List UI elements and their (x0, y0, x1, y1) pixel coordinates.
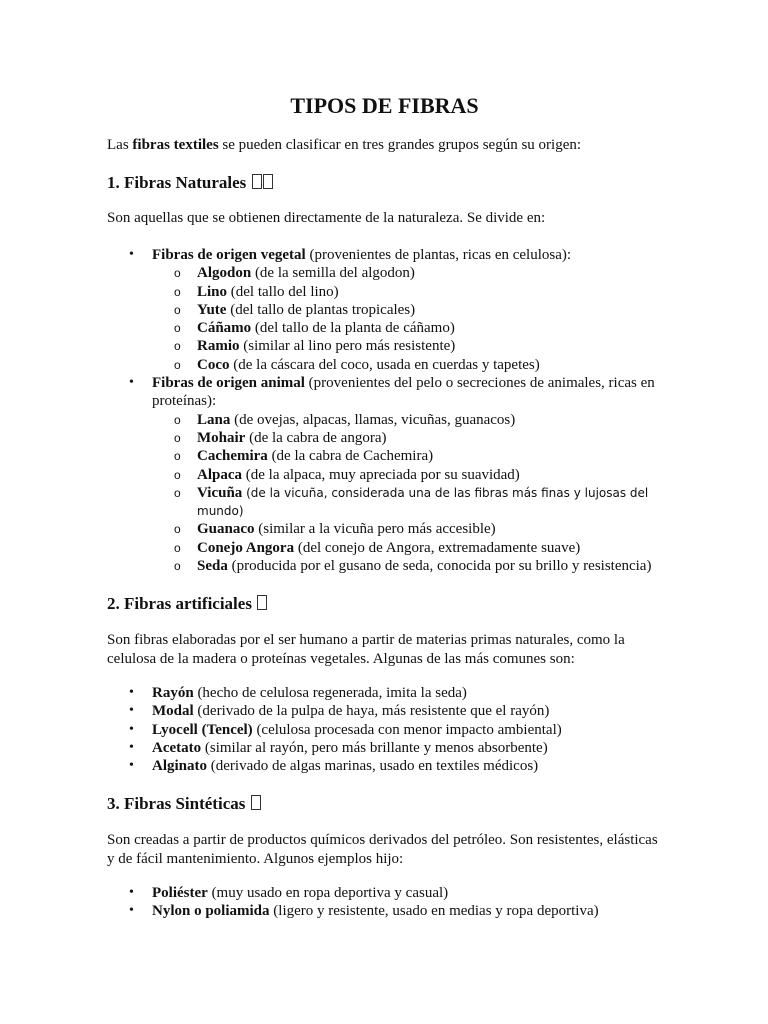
sublist-item (152, 557, 667, 575)
sublist-item-bold: Conejo Angora (197, 539, 295, 556)
circle-bullet-icon: o (174, 339, 181, 354)
list-item-text: (celulosa procesada con menor impacto ambiental) (252, 721, 562, 738)
sublist-item-bold: Cáñamo (197, 320, 252, 337)
intro-text-bold: fibras textiles (132, 137, 219, 153)
list-item (107, 684, 667, 702)
sublist-item (152, 411, 667, 429)
sublist-item-bold: Yute (197, 301, 227, 318)
sublist-item-text: (de la cáscara del coco, usada en cuerdas y tapetes) (229, 356, 540, 373)
intro-text-post: se pueden clasificar en tres grandes grupos según su origen: (218, 137, 582, 153)
sublist-item-bold: Lana (197, 411, 231, 428)
list-item-text: (hecho de celulosa regenerada, imita la seda) (193, 685, 467, 701)
sublist-item (152, 447, 667, 465)
sublist-item (152, 520, 667, 538)
list-item-bold: Lyocell (Tencel) (152, 721, 253, 738)
list-item-bold: Fibras de origen animal (152, 375, 305, 392)
list-item (107, 757, 667, 775)
list-item-vegetal (107, 246, 667, 374)
artificiales-paragraph: Son fibras elaboradas por el ser humano a partir de materias primas naturales, como la celulosa de la madera o proteínas vegetales. Algunas de las más comunes son: (107, 632, 625, 667)
missing-glyph-icon (263, 174, 273, 189)
sublist-item (152, 283, 667, 301)
circle-bullet-icon: o (174, 430, 181, 445)
sinteticas-paragraph: Son creadas a partir de productos químicos derivados del petróleo. Son resistentes, elásticas y de fácil mantenimiento. Algunos ejemplos hijo: (107, 832, 658, 867)
list-item-animal (107, 374, 667, 575)
sublist-item-bold: Mohair (197, 429, 246, 446)
list-item (107, 902, 667, 920)
sublist-item-bold: Cachemira (197, 448, 268, 465)
circle-bullet-icon: o (174, 540, 181, 555)
sublist-item-bold: Alpaca (197, 466, 242, 483)
list-item (107, 702, 667, 720)
circle-bullet-icon: o (174, 449, 181, 464)
sublist-item-bold: Guanaco (197, 521, 255, 538)
heading-text: 2. Fibras artificiales (107, 594, 252, 613)
circle-bullet-icon: o (174, 559, 181, 574)
circle-bullet-icon: o (174, 302, 181, 317)
sublist-item-bold: Lino (197, 283, 228, 300)
sublist-item-text: (similar a la vicuña pero más accesible) (254, 521, 496, 538)
circle-bullet-icon: o (174, 522, 181, 537)
sublist-item-text: (del tallo del lino) (227, 283, 339, 300)
missing-glyph-icon (251, 795, 261, 810)
list-item-text: (provenientes de plantas, ricas en celulosa): (305, 247, 572, 263)
missing-glyph-icon (257, 595, 267, 610)
sublist-item-text: (de la cabra de Cachemira) (267, 448, 434, 465)
list-item-text: (derivado de la pulpa de haya, más resistente que el rayón) (193, 703, 550, 720)
sublist-item (152, 264, 667, 282)
sublist-item (152, 466, 667, 484)
sublist-item (152, 337, 667, 355)
circle-bullet-icon: o (174, 412, 181, 427)
circle-bullet-icon: o (174, 266, 181, 281)
sublist-item-text: (producida por el gusano de seda, conocida por su brillo y resistencia) (227, 558, 652, 575)
sublist-item-bold: Coco (197, 356, 230, 373)
bullet-icon: • (129, 685, 134, 700)
list-item-bold: Alginato (152, 758, 208, 775)
bullet-icon: • (129, 703, 134, 719)
heading-text: 3. Fibras Sintéticas (107, 794, 246, 813)
vegetal-sublist (152, 264, 667, 374)
heading-fibras-naturales (107, 173, 273, 193)
sublist-item-text: (de la semilla del algodon) (251, 265, 415, 282)
naturales-paragraph: Son aquellas que se obtienen directamente de la naturaleza. Se divide en: (107, 210, 546, 226)
sublist-item-bold: Seda (197, 558, 228, 575)
sublist-item-text: (del conejo de Angora, extremadamente suave) (294, 539, 581, 556)
circle-bullet-icon: o (174, 467, 181, 482)
sublist-item-bold: Vicuña (197, 484, 243, 501)
list-item-bold: Fibras de origen vegetal (152, 247, 306, 263)
sublist-item-text: (similar al lino pero más resistente) (239, 338, 456, 355)
sublist-item (152, 429, 667, 447)
sublist-item (152, 319, 667, 337)
sublist-item (152, 539, 667, 557)
heading-fibras-artificiales (107, 594, 267, 614)
list-item-text: (similar al rayón, pero más brillante y menos absorbente) (201, 739, 548, 756)
missing-glyph-icon (252, 174, 262, 189)
list-item-bold: Poliéster (152, 885, 208, 901)
animal-sublist (152, 411, 667, 576)
heading-fibras-sinteticas (107, 794, 261, 814)
list-item (107, 739, 667, 757)
circle-bullet-icon: o (174, 284, 181, 299)
heading-text: 1. Fibras Naturales (107, 173, 247, 192)
sinteticas-list (107, 884, 667, 921)
naturales-list (107, 246, 667, 575)
list-item-bold: Modal (152, 703, 194, 720)
sublist-item (152, 301, 667, 319)
list-item-text: (provenientes del pelo o secreciones de animales, ricas en proteínas): (152, 375, 655, 410)
sublist-item-text: (de la vicuña, considerada una de las fibras más finas y lujosas del mundo) (197, 485, 649, 519)
page-title: TIPOS DE FIBRAS (290, 93, 479, 118)
bullet-icon: • (129, 247, 134, 262)
bullet-icon: • (129, 375, 134, 391)
list-item-text: (derivado de algas marinas, usado en textiles médicos) (207, 758, 539, 775)
list-item-bold: Rayón (152, 685, 194, 701)
sublist-item (152, 484, 667, 521)
intro-paragraph (107, 136, 581, 154)
circle-bullet-icon: o (174, 357, 181, 372)
artificiales-list (107, 684, 667, 775)
sublist-item-bold: Ramio (197, 338, 240, 355)
sublist-item (152, 356, 667, 374)
list-item (107, 721, 667, 739)
bullet-icon: • (129, 758, 134, 774)
circle-bullet-icon: o (174, 485, 181, 500)
circle-bullet-icon: o (174, 321, 181, 336)
list-item-text: (muy usado en ropa deportiva y casual) (207, 885, 449, 901)
intro-text-pre: Las (107, 137, 133, 153)
list-item-bold: Nylon o poliamida (152, 903, 270, 920)
bullet-icon: • (129, 903, 134, 919)
list-item-bold: Acetato (152, 739, 202, 756)
sublist-item-text: (del tallo de plantas tropicales) (226, 301, 416, 318)
list-item-text: (ligero y resistente, usado en medias y ropa deportiva) (269, 903, 599, 920)
sublist-item-text: (de la cabra de angora) (245, 429, 387, 446)
list-item (107, 884, 667, 902)
sublist-item-text: (de la alpaca, muy apreciada por su suavidad) (242, 466, 520, 483)
sublist-item-text: (del tallo de la planta de cáñamo) (251, 320, 455, 337)
bullet-icon: • (129, 885, 134, 900)
sublist-item-bold: Algodon (197, 265, 252, 282)
sublist-item-text: (de ovejas, alpacas, llamas, vicuñas, guanacos) (230, 411, 516, 428)
bullet-icon: • (129, 739, 134, 755)
bullet-icon: • (129, 721, 134, 737)
